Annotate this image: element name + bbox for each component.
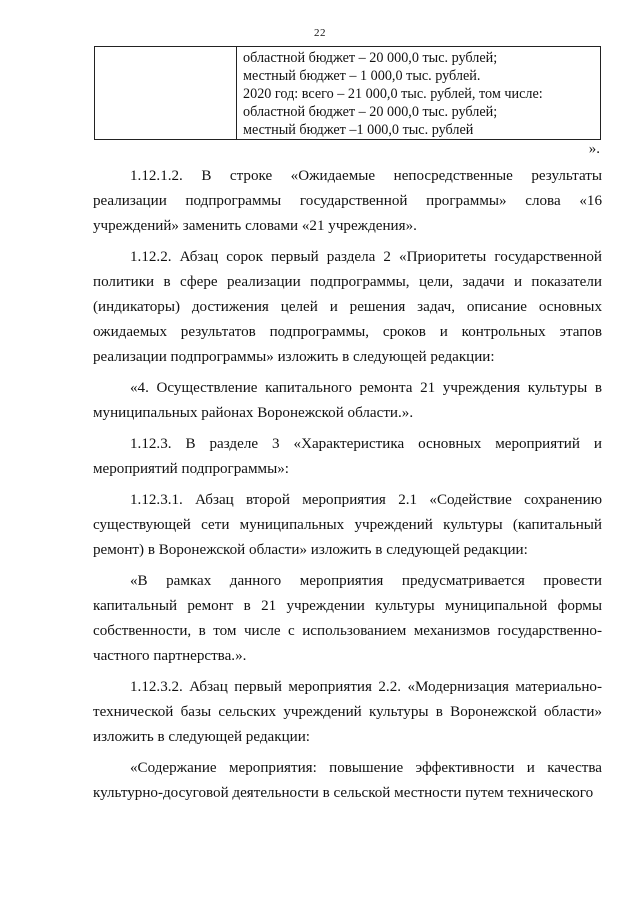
table-row — [95, 47, 601, 140]
budget-line: местный бюджет –1 000,0 тыс. рублей — [243, 122, 474, 138]
closing-quote: ». — [588, 141, 600, 157]
table-cell-empty — [95, 47, 237, 140]
paragraph-quote-4: «4. Осуществление капитального ремонта 21 учреждения культуры в муниципальных районах Воронежской области.». — [93, 380, 602, 421]
document-body — [93, 164, 602, 806]
paragraph-1-12-2: 1.12.2. Абзац сорок первый раздела 2 «Приоритеты государственной политики в сфере реализации подпрограммы, цели, задачи и показатели (индикаторы) достижения целей и решения задач, описание основных ожидаемых результатов подпрограммы, сроков и контрольных этапов реализации подпрограммы» изложить в следующей редакции: — [93, 249, 602, 365]
paragraph-1-12-1-2: 1.12.1.2. В строке «Ожидаемые непосредственные результаты реализации подпрограммы государственной программы» слова «16 учреждений» заменить словами «21 учреждения». — [93, 168, 602, 234]
paragraph-quote-measure-2-1: «В рамках данного мероприятия предусматривается провести капитальный ремонт в 21 учреждении культуры муниципальной формы собственности, в том числе с использованием механизмов государственно-частного партнерства.». — [93, 573, 602, 664]
paragraph-1-12-3-2: 1.12.3.2. Абзац первый мероприятия 2.2. «Модернизация материально-технической базы сельских учреждений культуры в Воронежской области» изложить в следующей редакции: — [93, 679, 602, 745]
paragraph-1-12-3: 1.12.3. В разделе 3 «Характеристика основных мероприятий и мероприятий подпрограммы»: — [93, 436, 602, 477]
paragraph-1-12-3-1: 1.12.3.1. Абзац второй мероприятия 2.1 «Содействие сохранению существующей сети муниципальных учреждений культуры (капитальный ремонт) в Воронежской области» изложить в следующей редакции: — [93, 492, 602, 558]
paragraph-quote-measure-2-2: «Содержание мероприятия: повышение эффективности и качества культурно-досуговой деятельности в сельской местности путем технического — [93, 760, 602, 801]
table-cell-budget — [237, 47, 601, 140]
budget-line: областной бюджет – 20 000,0 тыс. рублей; — [243, 50, 498, 66]
budget-line: 2020 год: всего – 21 000,0 тыс. рублей, том числе: — [243, 86, 543, 102]
page-number: 22 — [314, 27, 326, 39]
budget-line: местный бюджет – 1 000,0 тыс. рублей. — [243, 68, 481, 84]
budget-table — [94, 46, 601, 140]
budget-line: областной бюджет – 20 000,0 тыс. рублей; — [243, 104, 498, 120]
